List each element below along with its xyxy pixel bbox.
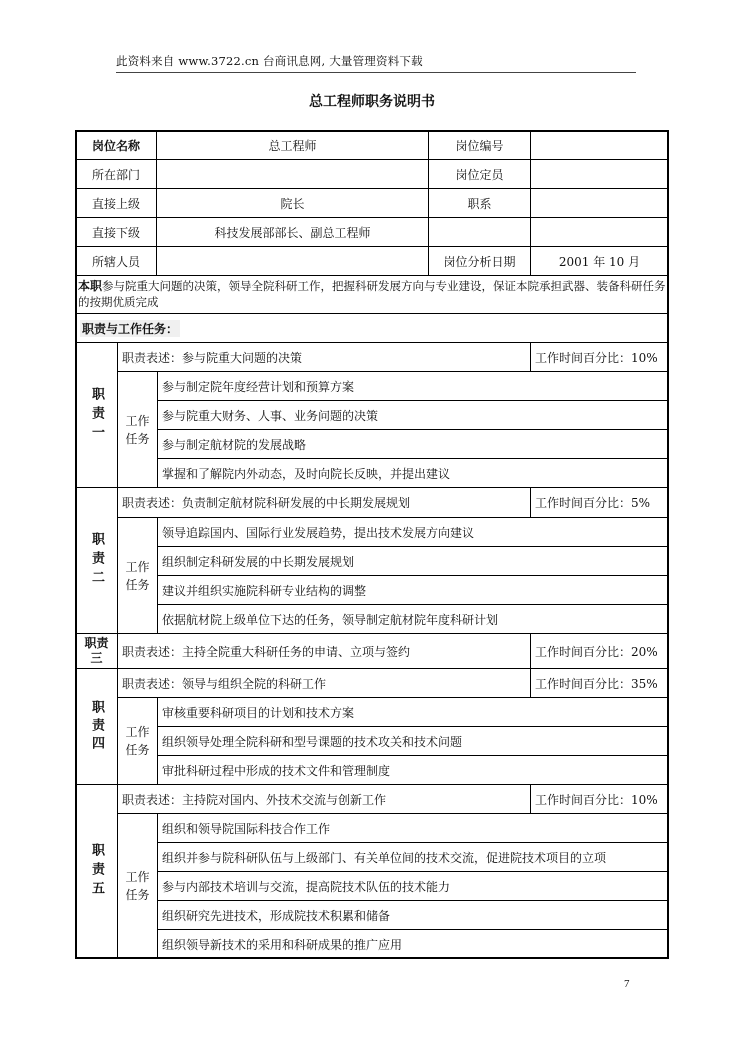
duty-1-name-text: 职责一 [89,386,104,444]
subordinate-value: 科技发展部部长、副总工程师 [156,217,429,247]
duty-3-statement: 职责表述：主持全院重大科研任务的申请、立项与签约 [117,633,531,669]
duty-2-task-2: 组织制定科研发展的中长期发展规划 [157,546,669,576]
series-value [530,188,669,218]
duty-1-task-2: 参与院重大财务、人事、业务问题的决策 [157,400,669,430]
duty-summary-label: 本职 [78,279,103,293]
series-label: 职系 [428,188,531,218]
duty-1-name [75,342,118,488]
duty-2-time: 工作时间百分比：5% [530,487,669,518]
duty-5-task-label [117,813,158,959]
duty-5-task-3: 参与内部技术培训与交流，提高院技术队伍的技术能力 [157,871,669,901]
subordinate-label: 直接下级 [75,217,157,247]
dept-value [156,159,429,189]
post-no-value [530,130,669,160]
duty-summary-text: 参与院重大问题的决策，领导全院科研工作，把握科研发展方向与专业建设，保证本院承担武器、装备科研任务的按期优质完成 [78,279,666,309]
duty-2-statement: 职责表述：负责制定航材院科研发展的中长期发展规划 [117,487,531,518]
duty-5-task-5: 组织领导新技术的采用和科研成果的推广应用 [157,929,669,959]
staff-value [530,159,669,189]
duty-2-task-4: 依据航材院上级单位下达的任务，领导制定航材院年度科研计划 [157,604,669,634]
post-name-label: 岗位名称 [75,130,157,160]
page-header: 此资料来自 www.3722.cn 台商讯息网, 大量管理资料下载 [116,53,636,73]
duty-1-task-label-text: 工作任务 [125,413,150,446]
post-name-value: 总工程师 [156,130,429,160]
duty-5-task-2: 组织并参与院科研队伍与上级部门、有关单位间的技术交流，促进院技术项目的立项 [157,842,669,872]
duty-5-task-4: 组织研究先进技术，形成院技术积累和储备 [157,900,669,930]
dept-label: 所在部门 [75,159,157,189]
superior-label: 直接上级 [75,188,157,218]
document-title: 总工程师职务说明书 [309,94,435,110]
duty-2-task-3: 建议并组织实施院科研专业结构的调整 [157,575,669,605]
duty-2-name-text: 职责二 [89,532,104,589]
duty-4-name [75,668,118,785]
duty-4-task-3: 审批科研过程中形成的技术文件和管理制度 [157,755,669,785]
duty-3-name [75,633,118,669]
duty-summary [75,275,669,314]
duty-2-name [75,487,118,634]
post-no-label: 岗位编号 [428,130,531,160]
jurisdiction-label: 所辖人员 [75,246,157,276]
duty-2-task-label-text: 工作任务 [125,559,150,592]
duty-1-time: 工作时间百分比：10% [530,342,669,372]
duty-5-task-1: 组织和领导院国际科技合作工作 [157,813,669,843]
duty-2-task-1: 领导追踪国内、国际行业发展趋势，提出技术发展方向建议 [157,517,669,547]
analysis-date-value: 2001 年 10 月 [530,246,669,276]
responsibilities-heading-text: 职责与工作任务： [82,321,179,336]
duty-1-task-4: 掌握和了解院内外动态，及时向院长反映，并提出建议 [157,458,669,488]
duty-4-task-label [117,697,158,785]
duty-4-task-1: 审核重要科研项目的计划和技术方案 [157,697,669,727]
duty-4-statement: 职责表述：领导与组织全院的科研工作 [117,668,531,698]
duty-1-task-label [117,371,158,488]
jurisdiction-value [156,246,429,276]
analysis-date-label: 岗位分析日期 [428,246,531,276]
empty-cell [530,217,669,247]
duty-1-task-3: 参与制定航材院的发展战略 [157,429,669,459]
empty-cell [428,217,531,247]
staff-label: 岗位定员 [428,159,531,189]
duty-4-task-label-text: 工作任务 [125,725,150,757]
duty-4-time: 工作时间百分比：35% [530,668,669,698]
duty-4-task-2: 组织领导处理全院科研和型号课题的技术攻关和技术问题 [157,726,669,756]
duty-5-name [75,784,118,959]
duty-1-task-1: 参与制定院年度经营计划和预算方案 [157,371,669,401]
duty-2-task-label [117,517,158,634]
duty-4-name-text: 职责四 [89,699,104,754]
superior-value: 院长 [156,188,429,218]
duty-5-time: 工作时间百分比：10% [530,784,669,814]
duty-1-statement: 职责表述：参与院重大问题的决策 [117,342,531,372]
duty-3-time: 工作时间百分比：20% [530,633,669,669]
page-number: 7 [624,978,630,990]
duty-5-task-label-text: 工作任务 [125,870,150,902]
responsibilities-heading [75,313,669,343]
duty-5-name-text: 职责五 [89,843,104,900]
duty-3-name-text: 职责三 [84,636,109,665]
duty-5-statement: 职责表述：主持院对国内、外技术交流与创新工作 [117,784,531,814]
